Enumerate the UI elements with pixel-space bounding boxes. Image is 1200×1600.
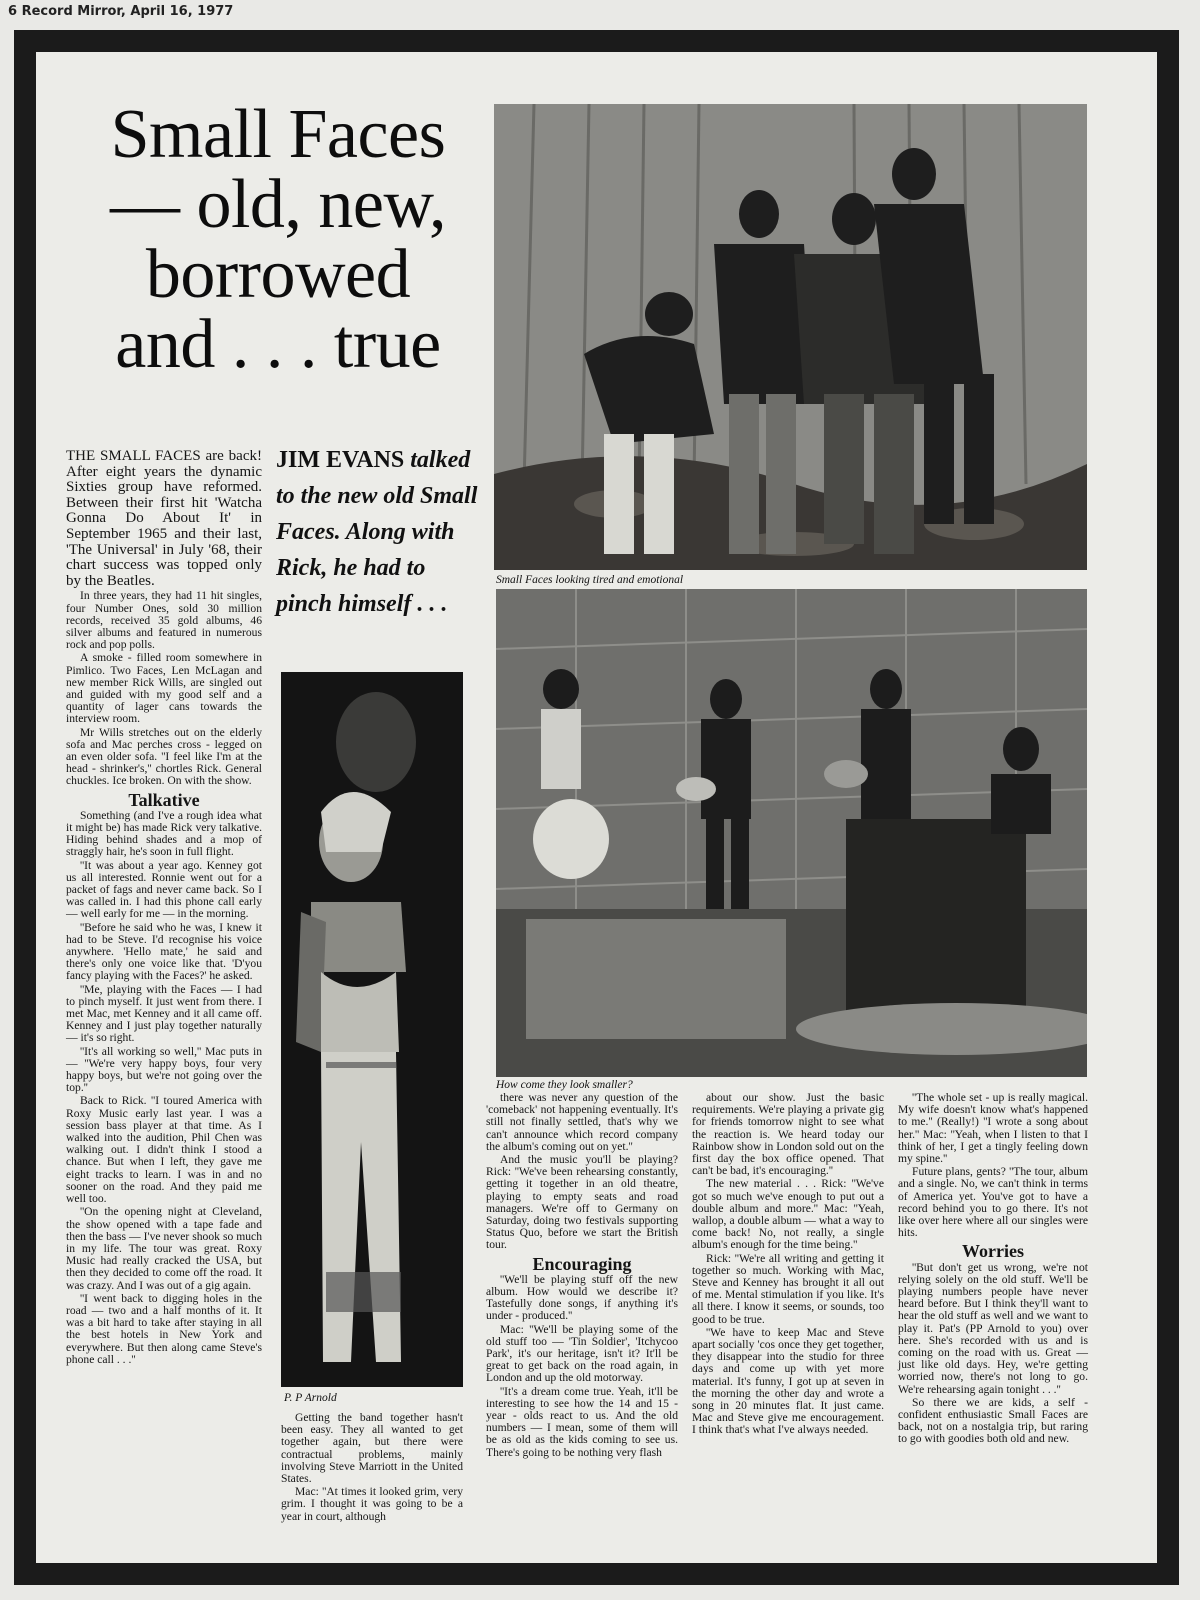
article-column-4 bbox=[692, 1092, 884, 1438]
article-paragraph: Something (and I've a rough idea what it might be) has made Rick very talkative. Hiding behind shades and a mop of straggly hair, he's soon in full flight. bbox=[66, 808, 262, 859]
headline-line-4: and . . . true bbox=[115, 306, 441, 383]
article-paragraph: ''We have to keep Mac and Steve apart socially 'cos once they get together, they disappear into the studio for three days and come up with yet more material. It's funny, I got up at seven in the morning the other day and wrote a song in 20 minutes flat. It just came. Mac and Steve give me encouragement. I think that's what I've always needed. bbox=[692, 1325, 884, 1437]
article-paragraph: ''I went back to digging holes in the road — two and a half months of it. It was a bit hard to take after staying in all the best hotels in New York and everywhere. But then along came Steve's phone call . . .'' bbox=[66, 1291, 262, 1366]
article-paragraph: Getting the band together hasn't been easy. They all wanted to get together again, but there were contractual problems, mainly involving Steve Marriott in the United States. bbox=[281, 1411, 463, 1486]
band-photo-top-illustration bbox=[494, 104, 1087, 570]
headline-line-3: borrowed bbox=[145, 236, 411, 313]
band-photo-middle-illustration bbox=[496, 589, 1087, 1077]
article-paragraph: Mr Wills stretches out on the elderly sofa and Mac perches cross - legged on an even older sofa. ''I feel like I'm at the head - shrinker's,'' chortles Rick. General chuckles. Ice broken. On with the show. bbox=[66, 725, 262, 788]
article-paragraph: ''On the opening night at Cleveland, the show opened with a tape fade and then the bass — I've never shook so much in my life. The tour was great. Roxy Music had really cracked the USA, but then they decided to come off the road. It was crazy. And I was out of a gig again. bbox=[66, 1205, 262, 1292]
article-paragraph: So there we are kids, a self - confident enthusiastic Small Faces are back, not on a nostalgia trip, but raring to go with goodies both old and new. bbox=[898, 1395, 1088, 1446]
band-photo-middle bbox=[496, 589, 1087, 1077]
pp-arnold-photo bbox=[281, 672, 463, 1387]
standfirst bbox=[276, 442, 486, 622]
article-paragraph: The new material . . . Rick: ''We've got so much we've enough to put out a double album and more.'' Mac: ''Yeah, wallop, a double album — what a way to come back! No, not really, a single album's enough for the time being.'' bbox=[692, 1177, 884, 1252]
article-paragraph: Back to Rick. ''I toured America with Roxy Music early last year. I was a session bass player at that time. As I walked into the audition, Phil Chen was walking out. I didn't think I stood a chance. But when I left, they gave me eight tracks to learn. I was in and no sooner on the road. And they paid me well too. bbox=[66, 1094, 262, 1206]
article-paragraph: ''Before he said who he was, I knew it had to be Steve. I'd recognise his voice anywhere. 'Hello mate,' he said and there's only one voice like that. 'D'you fancy playing with the Faces?' he asked. bbox=[66, 920, 262, 983]
article-paragraph: Future plans, gents? ''The tour, album and a single. No, we can't think in terms of America yet. You've got to have a record behind you to go there. It's not like over here where all our singles were hits. bbox=[898, 1165, 1088, 1240]
article-paragraph: And the music you'll be playing? Rick: ''We've been rehearsing constantly, getting it together in an old theatre, playing to empty seats and road managers. We're off to Germany on Saturday, doing two festivals supporting Status Quo, before we start the British tour. bbox=[486, 1153, 678, 1252]
article-paragraph: Mac: ''We'll be playing some of the old stuff too — 'Tin Soldier', 'Itchycoo Park', it's our heritage, isn't it? It'll be great to get back on the road again, in London and up the old motorway. bbox=[486, 1322, 678, 1385]
headline-line-2: — old, new, bbox=[109, 166, 447, 243]
article-paragraph: ''The whole set - up is really magical. My wife doesn't know what's happened to me.'' (Really!) ''I wrote a song about her.'' Mac: ''Yeah, when I listen to that I think of her, I get a tingly feeling down my spine.'' bbox=[898, 1091, 1088, 1166]
pp-arnold-photo-illustration bbox=[281, 672, 463, 1387]
article-paragraph: ''We'll be playing stuff off the new album. How would we describe it? Tastefully done songs, if anything it's under - produced.'' bbox=[486, 1272, 678, 1323]
portrait-photo-caption: P. P Arnold bbox=[284, 1392, 337, 1404]
article-paragraph: ''It's all working so well,'' Mac puts in — ''We're very happy boys, four very happy boys, but we're not going over the top.'' bbox=[66, 1044, 262, 1095]
middle-photo-caption: How come they look smaller? bbox=[496, 1079, 633, 1091]
article-paragraph: about our show. Just the basic requirements. We're playing a private gig for friends tomorrow night to see what the reaction is. We heard today our Rainbow show in London sold out on the first day the box office opened. That can't be bad, it's encouraging.'' bbox=[692, 1091, 884, 1178]
standfirst-text: talked to the new old Small Faces. Along with Rick, he had to pinch himself . . . bbox=[276, 447, 478, 617]
headline-line-1: Small Faces bbox=[110, 96, 446, 173]
article-paragraph: THE SMALL FACES are back! After eight years the dynamic Sixties group have reformed. Between their first hit 'Watcha Gonna Do About It' in September 1965 and their last, 'The Universal' in July '68, their chart success was topped only by the Beatles. bbox=[66, 448, 262, 589]
subheading-talkative: Talkative bbox=[128, 789, 200, 810]
byline: JIM EVANS bbox=[276, 447, 405, 473]
article-paragraph: Rick: ''We're all writing and getting it together so much. Working with Mac, Steve and Kenney has brought it all out of me. Mental stimulation if you like. It's all there. I know it seems, or sounds, too good to be true. bbox=[692, 1251, 884, 1326]
article-column-3 bbox=[486, 1092, 678, 1460]
article-paragraph: ''It was about a year ago. Kenney got us all interested. Ronnie went out for a packet of fags and never came back. So I was called in. I had this phone call early — well early for me — in the morning. bbox=[66, 858, 262, 921]
subheading-encouraging: Encouraging bbox=[532, 1253, 632, 1274]
article-paragraph: Mac: ''At times it looked grim, very grim. I thought it was going to be a year in court, although bbox=[281, 1485, 463, 1523]
article-column-2 bbox=[281, 1412, 463, 1524]
article-paragraph: ''It's a dream come true. Yeah, it'll be interesting to see how the 14 and 15 - year - olds react to us. And the old numbers — I mean, some of them will be as old as the kids coming to see us. There's going to be nothing very flash bbox=[486, 1384, 678, 1459]
article-paragraph: A smoke - filled room somewhere in Pimlico. Two Faces, Len McLagan and new member Rick Wills, are singled out and guided with my good self and a quantity of lager cans towards the interview room. bbox=[66, 651, 262, 726]
article-paragraph: there was never any question of the 'comeback' not happening eventually. It's still not finally settled, that's why we can't announce which record company the album's coming out on yet.'' bbox=[486, 1091, 678, 1153]
article-column-5 bbox=[898, 1092, 1088, 1447]
article-column-1 bbox=[66, 449, 262, 1367]
top-photo-caption: Small Faces looking tired and emotional bbox=[496, 574, 684, 586]
headline bbox=[48, 96, 508, 383]
band-photo-top bbox=[494, 104, 1087, 570]
running-head: 6 Record Mirror, April 16, 1977 bbox=[8, 4, 234, 19]
article-paragraph: In three years, they had 11 hit singles, four Number Ones, sold 30 million records, received 35 gold albums, 46 silver albums and featured in numerous rock and pop polls. bbox=[66, 589, 262, 652]
article-paragraph: ''But don't get us wrong, we're not relying solely on the old stuff. We'll be playing numbers people have never heard before. But I think they'll want to hear the old stuff as well and we want to play it. Pat's (PP Arnold to you) over here. She's recorded with us and is coming on the road with us. Great — just like old days. Hey, we're getting worried now, there's not long to go. We're rehearsing again tonight . . .'' bbox=[898, 1260, 1088, 1396]
article-frame bbox=[14, 30, 1179, 1585]
article-paragraph: ''Me, playing with the Faces — I had to pinch myself. It just went from there. I met Mac, met Kenney and it all came off. Kenney and I just play together naturally — it's so right. bbox=[66, 982, 262, 1045]
subheading-worries: Worries bbox=[962, 1241, 1024, 1262]
